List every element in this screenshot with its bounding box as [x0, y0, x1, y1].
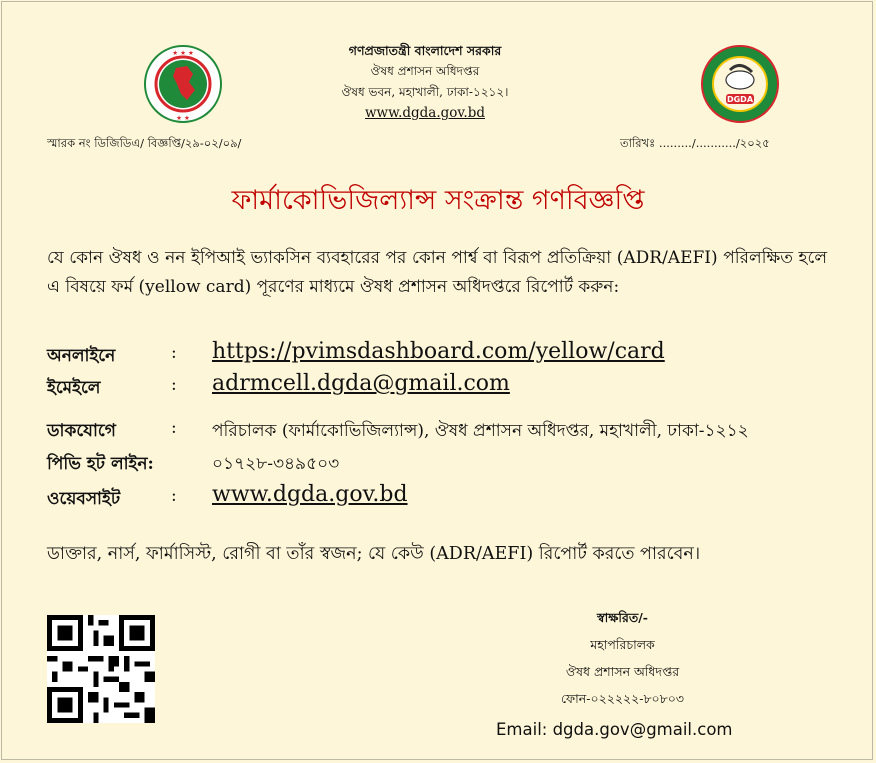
- website-colon: :: [171, 486, 177, 506]
- email-report-link[interactable]: adrmcell.dgda@gmail.com: [212, 371, 510, 396]
- website-label: ওয়েবসাইট: [47, 489, 121, 509]
- qr-code: [47, 615, 155, 723]
- who-can-report-note: ডাক্তার, নার্স, ফার্মাসিস্ট, রোগী বা তাঁর স্বজন; যে কেউ (ADR/AEFI) রিপোর্ট করতে পারবেন।: [47, 544, 701, 564]
- notice-title: ফার্মাকোভিজিল্যান্স সংক্রান্ত গণবিজ্ঞপ্তি: [231, 185, 645, 216]
- office-address: ঔষধ ভবন, মহাখালী, ঢাকা-১২১২।: [341, 85, 509, 99]
- website-link[interactable]: www.dgda.gov.bd: [212, 482, 408, 507]
- hotline-number: ০১৭২৮-৩৪৯৫০৩: [212, 454, 340, 474]
- dgda-logo-abbr: DGDA: [726, 95, 754, 104]
- government-seal-logo: [143, 44, 223, 124]
- email-colon: :: [171, 375, 177, 395]
- hotline-label: পিভি হট লাইন:: [47, 454, 154, 474]
- post-address: পরিচালক (ফার্মাকোভিজিল্যান্স), ঔষধ প্রশাসন অধিদপ্তর, মহাখালী, ঢাকা-১২১২: [212, 421, 749, 441]
- svg-text:★ ★ ★: ★ ★ ★: [172, 49, 194, 57]
- online-label: অনলাইনে: [47, 346, 116, 366]
- signatory-email[interactable]: Email: dgda.gov@gmail.com: [496, 720, 733, 739]
- notice-intro: যে কোন ঔষধ ও নন ইপিআই ভ্যাকসিন ব্যবহারের পর কোন পার্শ্ব বা বিরূপ প্রতিক্রিয়া (ADR/AEFI) পরিলক্ষিত হলে এ বিষয়ে ফর্ম (yellow card) পূরণের মাধ্যমে ঔষধ প্রশাসন অধিদপ্তরে রিপোর্ট করুন:: [47, 248, 827, 297]
- signatory-phone: ফোন-০২২২২২-৮০৮০৩: [560, 691, 685, 706]
- signatory-office: ঔষধ প্রশাসন অধিদপ্তর: [565, 664, 680, 679]
- svg-text:★ ★: ★ ★: [176, 114, 190, 122]
- dgda-logo: [700, 44, 780, 124]
- memo-date: তারিখঃ ........./.........../২০২৫: [620, 136, 770, 150]
- online-report-link[interactable]: https://pvimsdashboard.com/yellow/card: [212, 339, 665, 364]
- signed-label: স্বাক্ষরিত/-: [597, 610, 648, 625]
- government-name: গণপ্রজাতন্ত্রী বাংলাদেশ সরকার: [348, 43, 502, 58]
- post-label: ডাকযোগে: [47, 421, 116, 441]
- email-label: ইমেইলে: [47, 378, 101, 398]
- signature-block: [520, 604, 725, 712]
- post-colon: :: [171, 418, 177, 438]
- office-name: ঔষধ প্রশাসন অধিদপ্তর: [370, 64, 480, 78]
- memo-reference: স্মারক নং ডিজিডিএ/ বিজ্ঞপ্তি/২৯-০২/০৯/: [47, 136, 242, 150]
- online-colon: :: [171, 343, 177, 363]
- header-website-link[interactable]: www.dgda.gov.bd: [365, 105, 485, 121]
- signatory-designation: মহাপরিচালক: [590, 637, 655, 652]
- office-header: [300, 40, 550, 124]
